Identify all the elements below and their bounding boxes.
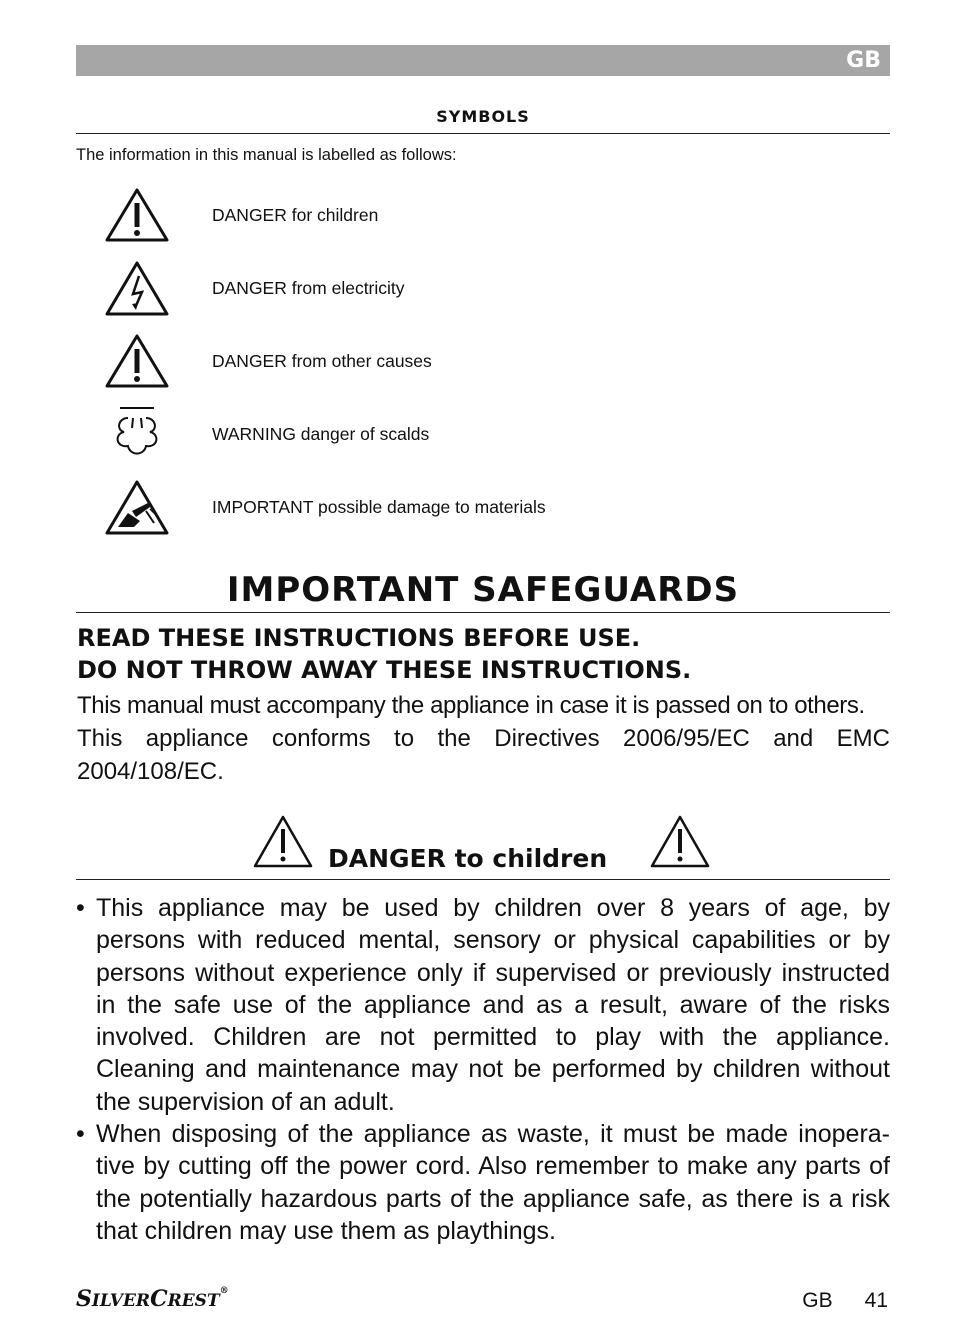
symbol-row-danger-children	[76, 185, 890, 255]
danger-children-list	[76, 892, 890, 1247]
symbols-title: SYMBOLS	[436, 107, 530, 126]
bullet-dot-icon: •	[76, 1120, 85, 1149]
safeguards-title: IMPORTANT SAFEGUARDS	[226, 570, 740, 610]
steam-scald-icon	[104, 404, 170, 468]
footer-language: GB	[802, 1289, 833, 1312]
symbol-row-warning-scalds	[76, 404, 890, 474]
material-damage-triangle-icon	[104, 477, 170, 541]
symbol-label: WARNING danger of scalds	[212, 424, 430, 444]
safeguards-rule	[76, 612, 890, 613]
symbol-row-danger-other	[76, 331, 890, 401]
list-item	[76, 1118, 890, 1247]
read-instructions-line: READ THESE INSTRUCTIONS BEFORE USE.	[77, 624, 641, 652]
symbol-label: DANGER for children	[212, 205, 379, 225]
directives-paragraph: This appliance conforms to the Directives 2006/95/EC and EMC 2004/108/EC.	[77, 725, 890, 785]
danger-children-rule	[76, 879, 890, 880]
symbols-rule	[76, 133, 890, 134]
warning-triangle-icon	[252, 814, 314, 870]
brand-logo: SILVERCREST®	[76, 1286, 229, 1312]
bullet-text: When disposing of the appliance as waste, it must be made inopera-tive by cutting off the power cord. Also remember to make any parts of the potentially hazardous parts of the appliance safe, as there is a risk that children may use them as playthings.	[96, 1120, 890, 1245]
symbols-intro: The information in this manual is labelled as follows:	[76, 146, 457, 164]
manual-accompany-paragraph: This manual must accompany the appliance in case it is passed on to others.	[77, 692, 865, 719]
header-bar	[76, 45, 890, 76]
danger-children-heading	[76, 814, 890, 876]
bullet-dot-icon: •	[76, 894, 85, 922]
header-language: GB	[846, 48, 881, 73]
symbol-label: DANGER from electricity	[212, 278, 405, 298]
electricity-triangle-icon	[104, 258, 170, 322]
symbol-label: DANGER from other causes	[212, 351, 432, 371]
page-number: 41	[864, 1289, 888, 1312]
warning-triangle-icon	[649, 814, 711, 870]
bullet-text: This appliance may be used by children over 8 years of age, by persons with reduced mental, sensory or physical capabilities or by persons without experience only if supervised or previously instructed in the safe use of the appliance and as a result, aware of the risks involved. Children are not permitted to play with the appliance. Cleaning and maintenance may not be performed by children without the supervision of an adult.	[96, 894, 890, 1116]
list-item	[76, 892, 890, 1118]
warning-triangle-icon	[104, 331, 170, 395]
danger-children-title: DANGER to children	[328, 844, 608, 873]
symbol-label: IMPORTANT possible damage to materials	[212, 497, 546, 517]
warning-triangle-icon	[104, 185, 170, 249]
symbol-row-danger-electricity	[76, 258, 890, 328]
symbol-row-important-materials	[76, 477, 890, 547]
page-footer	[802, 1289, 888, 1313]
keep-instructions-line: DO NOT THROW AWAY THESE INSTRUCTIONS.	[77, 656, 692, 684]
